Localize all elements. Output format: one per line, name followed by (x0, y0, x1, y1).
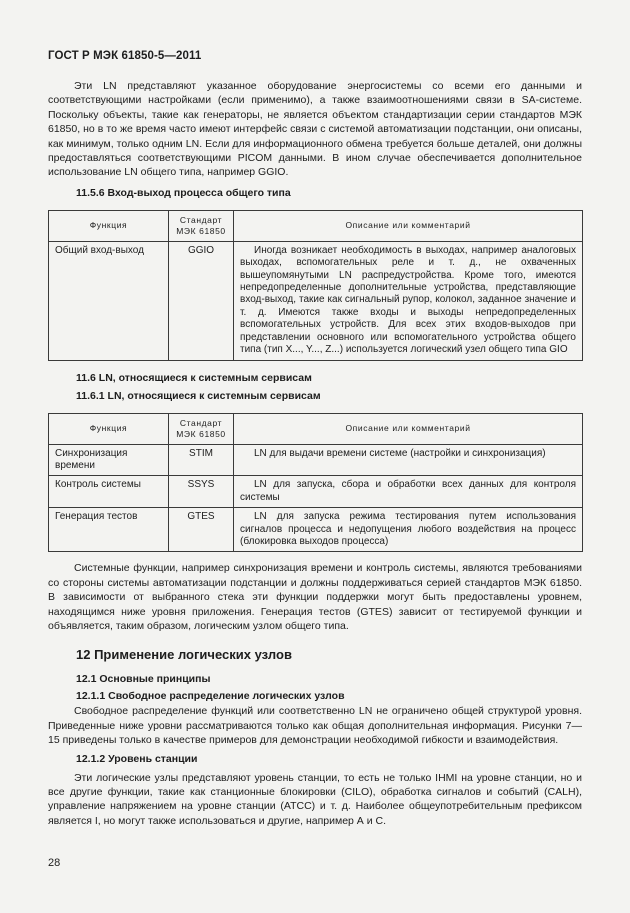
table-general-io (48, 210, 583, 361)
section-heading-11-6-1: 11.6.1 LN, относящиеся к системным сервисам (76, 389, 321, 402)
column-header-function: Функция (49, 210, 169, 241)
cell-code: GGIO (169, 241, 234, 360)
cell-description: LN для выдачи времени системе (настройки и синхронизация) (234, 444, 583, 476)
chapter-heading-12: 12 Применение логических узлов (76, 647, 292, 663)
cell-description: LN для запуска режима тестирования путем использования сигналов процесса и недопущения любого воздействия на процесс (блокировка выходов процесса) (234, 508, 583, 552)
table-header-row (49, 210, 583, 241)
cell-code: GTES (169, 508, 234, 552)
cell-description: Иногда возникает необходимость в выходах, например аналоговых выходах, вспомогательных реле и т. д., не охваченных вышеупомянутыми LN распредустройства. Кроме того, имеются непредопределенные дополнительные устройства, представляющие вход-выход, такие как сигнальный рупор, колокол, заданное значение и т. д. Имеются также входы и выходы непредопределенных вспомогательных устройств. Для всех этих входов-выходов при представлении основного или вспомогательного устройства общего типа (тип X..., Y..., Z...) используется логический узел общего типа GIO (234, 241, 583, 360)
cell-description: LN для запуска, сбора и обработки всех данных для контроля системы (234, 476, 583, 508)
station-level-paragraph: Эти логические узлы представляют уровень станции, то есть не только IHMI на уровне станции, но и все другие функции, такие как станционные блокировки (CILO), обработка сигналов и событий (CALH), управление напряжением на уровне станции (ATCC) и т. д. Наиболее общеупотребительным префиксом является I, но могут также использоваться и другие, например А и С. (48, 771, 582, 827)
cell-function: Генерация тестов (49, 508, 169, 552)
cell-code: STIM (169, 444, 234, 476)
column-header-description: Описание или комментарий (234, 413, 583, 444)
section-heading-12-1: 12.1 Основные принципы (76, 673, 211, 686)
section-heading-11-6: 11.6 LN, относящиеся к системным сервисам (76, 371, 312, 384)
system-functions-paragraph: Системные функции, например синхронизация времени и контроль системы, являются требованиями со стороны системы автоматизации подстанции и должны поддерживаться серией стандартов МЭК 61850. В зависимости от выбранного стека эти функции поддержки могут быть предоставлены уровнем, находящимся ниже уровня приложения. Генерация тестов (GTES) зависит от тестируемой функции и объявляется, таким образом, логическим узлом общего типа. (48, 562, 582, 632)
column-header-function: Функция (49, 413, 169, 444)
column-header-description: Описание или комментарий (234, 210, 583, 241)
section-heading-11-5-6: 11.5.6 Вход-выход процесса общего типа (76, 186, 291, 199)
free-distribution-paragraph: Свободное распределение функций или соответственно LN не ограничено общей структурой уровня. Приведенные ниже уровни рассматриваются только как общая дополнительная информация. Рисунки 7—15 приведены только в качестве примеров для демонстрации необходимой гибкости и взаимодействия. (48, 705, 582, 747)
cell-function: Общий вход-выход (49, 241, 169, 360)
column-header-standard: Стандарт МЭК 61850 (169, 413, 234, 444)
table-row (49, 508, 583, 552)
cell-function: Синхронизация времени (49, 444, 169, 476)
column-header-standard: Стандарт МЭК 61850 (169, 210, 234, 241)
table-row (49, 444, 583, 476)
page-number: 28 (48, 857, 61, 869)
table-row (49, 476, 583, 508)
intro-paragraph: Эти LN представляют указанное оборудование энергосистемы со всеми его данными и соответствующими настройками (если применимо), а также взаимоотношениями связи в SA-системе. Поскольку объекты, такие как генераторы, не является объектом стандартизации серии стандартов МЭК 61850, но в то же время часто имеют интерфейс связи с системой автоматизации подстанции, они описаны, как минимум, только одним LN. Если для информационного обмена требуется больше деталей, они должны предоставляться соответствующими PICOM данными. В ином случае обеспечивается дополнительное использование LN общего типа, например GGIO. (48, 80, 582, 179)
cell-function: Контроль системы (49, 476, 169, 508)
table-row (49, 241, 583, 360)
section-heading-12-1-2: 12.1.2 Уровень станции (76, 752, 198, 765)
table-system-services (48, 413, 583, 553)
page-content (48, 79, 582, 828)
cell-code: SSYS (169, 476, 234, 508)
table-header-row (49, 413, 583, 444)
document-header: ГОСТ Р МЭК 61850-5—2011 (48, 50, 202, 62)
section-heading-12-1-1: 12.1.1 Свободное распределение логических узлов (76, 690, 345, 703)
